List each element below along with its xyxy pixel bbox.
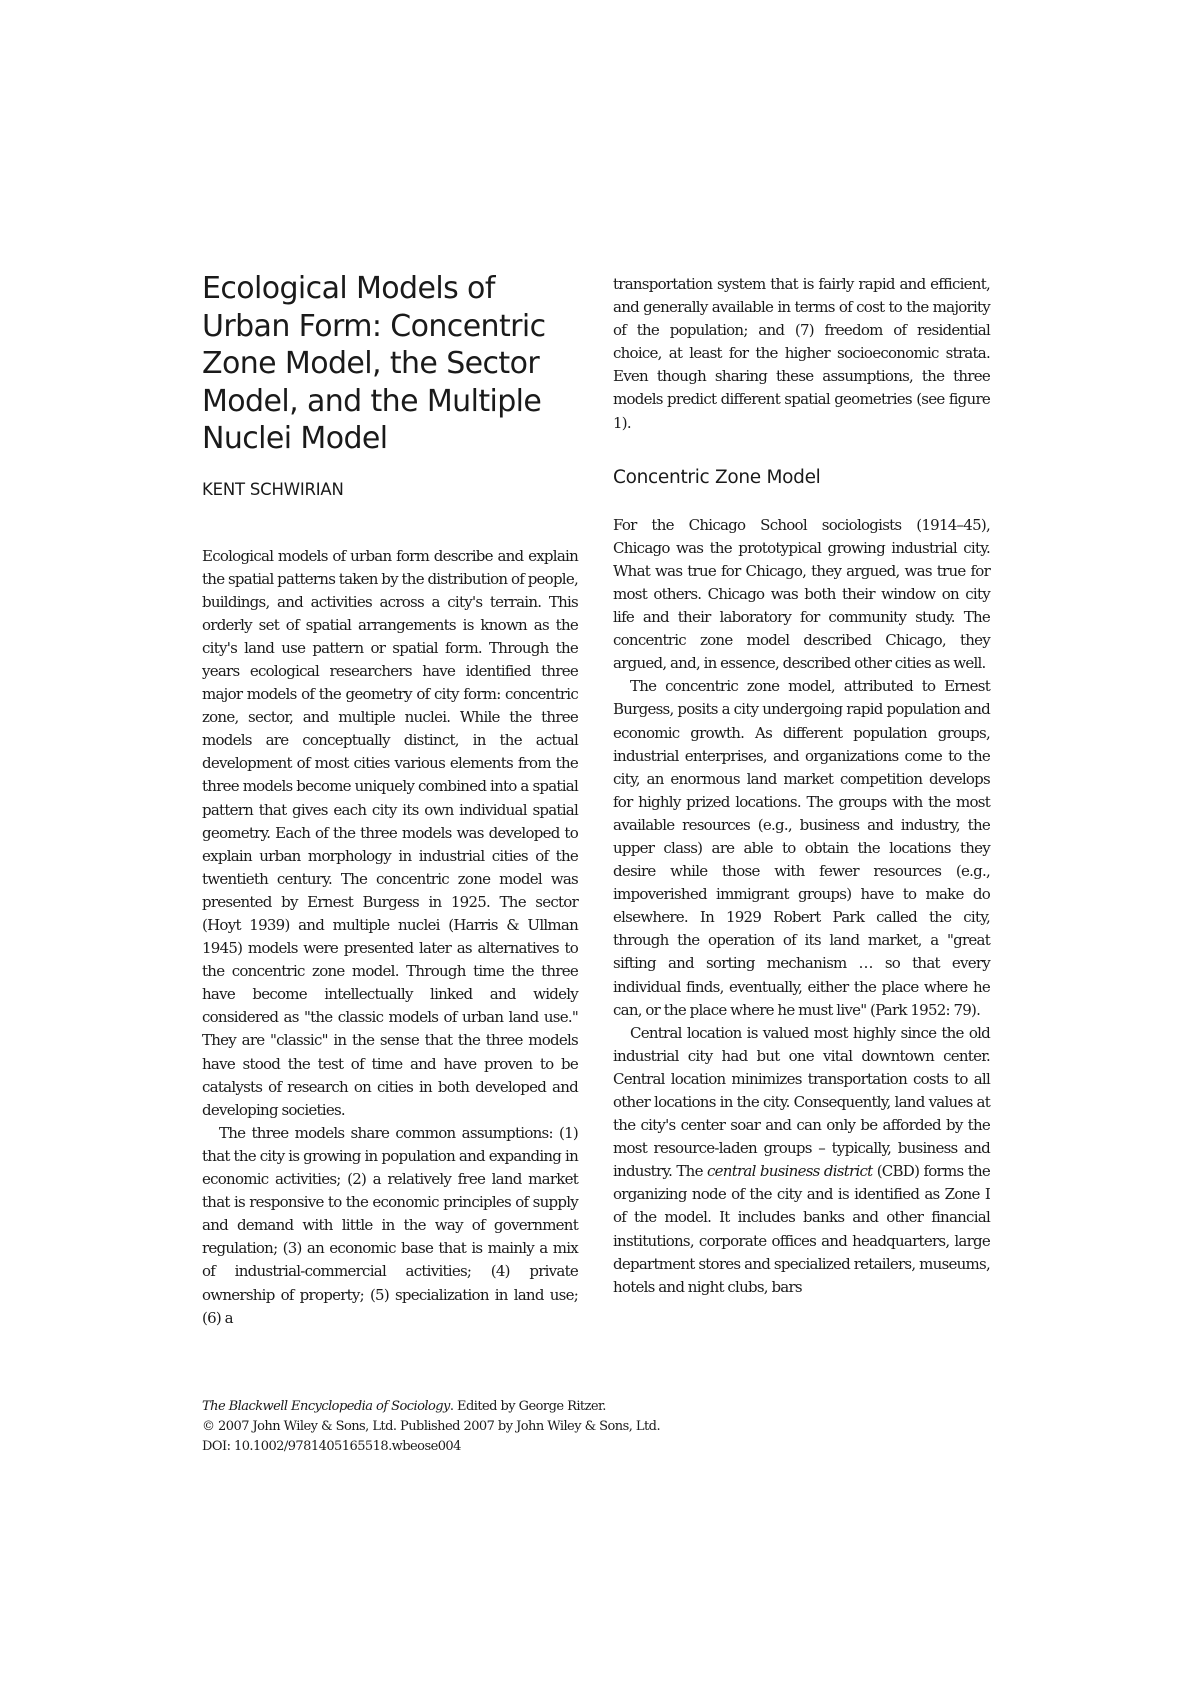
left-column: [202, 270, 578, 1330]
paragraph-text: (CBD) forms the organizing node of the city and is identified as Zone I of the model. It includes banks and other financial institutions, corporate offices and headquarters, large department stores and specialized retailers, museums, hotels and night clubs, bars: [613, 1162, 991, 1296]
footer-copyright: © 2007 John Wiley & Sons, Ltd. Published 2007 by John Wiley & Sons, Ltd.: [202, 1419, 661, 1434]
footer: [202, 1397, 902, 1457]
source-title: The Blackwell Encyclopedia of Sociology: [202, 1399, 450, 1414]
paragraph-continuation: transportation system that is fairly rapid and efficient, and generally available in terms of cost to the majority of the population; and (7) freedom of residential choice, at least for the higher socioeconomic strata. Even though sharing these assumptions, the three models predict different spatial geometries (see figure 1).: [613, 275, 990, 432]
paragraph: The three models share common assumptions: (1) that the city is growing in population and expanding in economic activities; (2) a relatively free land market that is responsive to the economic principles of supply and demand with little in the way of government regulation; (3) an economic base that is mainly a mix of industrial-commercial activities; (4) private ownership of property; (5) specialization in land use; (6) a: [202, 1123, 578, 1327]
left-body-text: [202, 545, 578, 1330]
right-column: [613, 273, 990, 1299]
footer-doi: DOI: 10.1002/9781405165518.wbeose004: [202, 1439, 461, 1454]
section-heading: Concentric Zone Model: [613, 466, 821, 488]
title-line: Nuclei Model: [202, 421, 388, 456]
article-title: [202, 270, 578, 458]
title-line: Urban Form: Concentric: [202, 308, 546, 344]
footer-source: [202, 1397, 902, 1417]
source-rest: . Edited by George Ritzer.: [449, 1399, 606, 1414]
paragraph-text: Central location is valued most highly since the old industrial city had but one vital downtown center. Central location minimizes transportation costs to all other locations in the city. Consequently, land values at the city's center soar and can only be afforded by the most resource-laden groups – typically, business and industry. The: [613, 1023, 990, 1181]
title-line: Model, and the Multiple: [202, 383, 542, 419]
title-line: Ecological Models of: [202, 271, 495, 306]
author-name: KENT SCHWIRIAN: [202, 479, 344, 499]
title-line: Zone Model, the Sector: [202, 346, 540, 381]
paragraph: For the Chicago School sociologists (1914–45), Chicago was the prototypical growing industrial city. What was true for Chicago, they argued, was true for most others. Chicago was both their window on city life and their laboratory for community study. The concentric zone model described Chicago, they argued, and, in essence, described other cities as well.: [613, 515, 990, 673]
paragraph: The concentric zone model, attributed to Ernest Burgess, posits a city undergoing rapid population and economic growth. As different population groups, industrial enterprises, and organizations come to the city, an enormous land market competition develops for highly prized locations. The groups with the most available resources (e.g., business and industry, the upper class) are able to obtain the locations they desire while those with fewer resources (e.g., impoverished immigrant groups) have to make do elsewhere. In 1929 Robert Park called the city, through the operation of its land market, a "great sifting and sorting mechanism … so that every individual finds, eventually, either the place where he can, or the place where he must live" (Park 1952: 79).: [613, 677, 990, 1019]
paragraph: [613, 1022, 990, 1299]
emphasis-term: central business district: [707, 1162, 873, 1181]
paragraph: Ecological models of urban form describe and explain the spatial patterns taken by the distribution of people, buildings, and activities across a city's terrain. This orderly set of spatial arrangements is known as the city's land use pattern or spatial form. Through the years ecological researchers have identified three major models of the geometry of city form: concentric zone, sector, and multiple nuclei. While the three models are conceptually distinct, in the actual development of most cities various elements from the three models become uniquely combined into a spatial pattern that gives each city its own individual spatial geometry. Each of the three models was developed to explain urban morphology in industrial cities of the twentieth century. The concentric zone model was presented by Ernest Burgess in 1925. The sector (Hoyt 1939) and multiple nuclei (Harris & Ullman 1945) models were presented later as alternatives to the concentric zone model. Through time the three have become intellectually linked and widely considered as "the classic models of urban land use." They are "classic" in the sense that the three models have stood the test of time and have proven to be catalysts of research on cities in both developed and developing societies.: [202, 546, 578, 1119]
